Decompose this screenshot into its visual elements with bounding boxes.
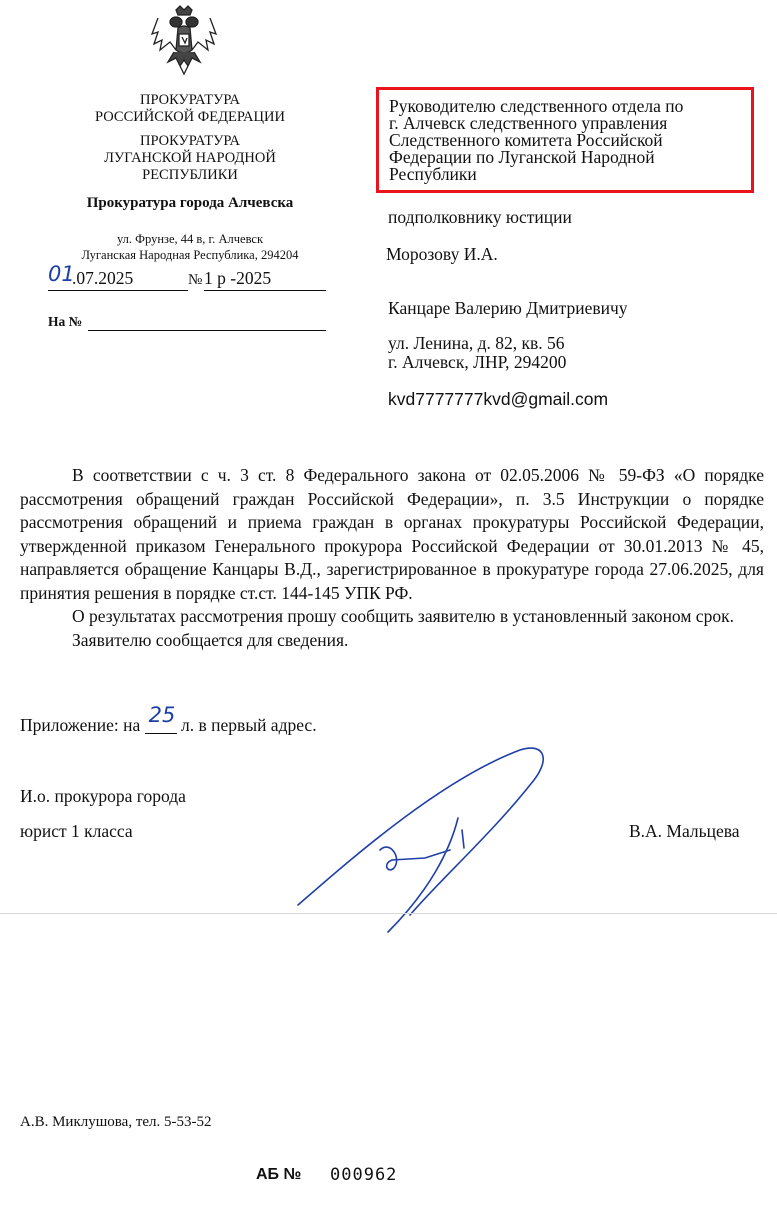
- signer-rank: юрист 1 класса: [20, 821, 133, 841]
- addressee-line: Следственного комитета Российской: [389, 130, 663, 150]
- body-paragraph: В соответствии с ч. 3 ст. 8 Федерального закона от 02.05.2006 № 59-ФЗ «О порядке рассмотрения обращений граждан Российской Федерации», п. 3.5 Инструкции о порядке рассмотрения обращений и приема граждан в органах прокуратуры Российской Федерации, утвержденной приказом Генерального прокурора Российской Федерации от 30.01.2013 № 45, направляется обращение Канцары В.Д., зарегистрированное в прокуратуре города 27.06.2025, для принятия решения в порядке ст.ст. 144-145 УПК РФ.: [20, 465, 764, 603]
- signer-name: В.А. Мальцева: [629, 821, 740, 841]
- page-divider: [0, 913, 777, 914]
- addressee-box: [376, 87, 754, 193]
- handwritten-day: 01: [48, 262, 75, 286]
- attachment-pages: 25: [148, 703, 176, 727]
- attachment-suffix: л. в первый адрес.: [181, 715, 317, 735]
- reply-label: На №: [48, 314, 83, 329]
- addressee-line: Федерации по Луганской Народной: [389, 147, 655, 167]
- body-paragraph: Заявителю сообщается для сведения.: [72, 629, 349, 650]
- date-printed: .07.2025: [72, 268, 134, 288]
- form-number: 000962: [330, 1165, 398, 1185]
- addressee-line: г. Алчевск следственного управления: [389, 113, 668, 133]
- org-line: ЛУГАНСКОЙ НАРОДНОЙ: [104, 150, 276, 166]
- applicant-name: Канцаре Валерию Дмитриевичу: [388, 298, 628, 318]
- reply-line: [88, 314, 326, 331]
- letter-body: [20, 464, 764, 652]
- office-name: Прокуратура города Алчевска: [86, 195, 294, 211]
- reply-reference: [48, 314, 326, 330]
- org-line: РОССИЙСКОЙ ФЕДЕРАЦИИ: [95, 109, 285, 125]
- form-series: АБ №: [256, 1166, 302, 1183]
- signer-title: И.о. прокурора города: [20, 786, 186, 806]
- coat-of-arms-emblem: [150, 4, 218, 76]
- attachment-line: [20, 703, 317, 736]
- org-line: ПРОКУРАТУРА: [139, 92, 241, 108]
- office-address: Луганская Народная Республика, 294204: [81, 248, 299, 262]
- office-address: ул. Фрунзе, 44 в, г. Алчевск: [116, 232, 264, 246]
- applicant-email: kvd7777777kvd@gmail.com: [388, 389, 609, 409]
- org-line: РЕСПУБЛИКИ: [142, 167, 238, 183]
- addressee-rank: подполковнику юстиции: [388, 207, 572, 227]
- applicant-address: ул. Ленина, д. 82, кв. 56: [388, 333, 565, 353]
- body-paragraph: О результатах рассмотрения прошу сообщить заявителю в установленный законом срок.: [72, 606, 734, 626]
- outgoing-date: [48, 264, 188, 291]
- org-line: ПРОКУРАТУРА: [139, 133, 241, 149]
- number-prefix: №: [188, 272, 203, 288]
- outgoing-number: 1 р -2025: [204, 268, 272, 288]
- addressee-line: Республики: [389, 164, 477, 184]
- handwritten-signature: [290, 740, 560, 940]
- attachment-prefix: Приложение: на: [20, 715, 141, 735]
- applicant-address: г. Алчевск, ЛНР, 294200: [388, 352, 567, 372]
- addressee-name: Морозову И.А.: [386, 244, 498, 264]
- executor-info: А.В. Миклушова, тел. 5-53-52: [20, 1114, 212, 1130]
- addressee-line: Руководителю следственного отдела по: [389, 96, 684, 116]
- russian-coat-of-arms-icon: [150, 4, 218, 76]
